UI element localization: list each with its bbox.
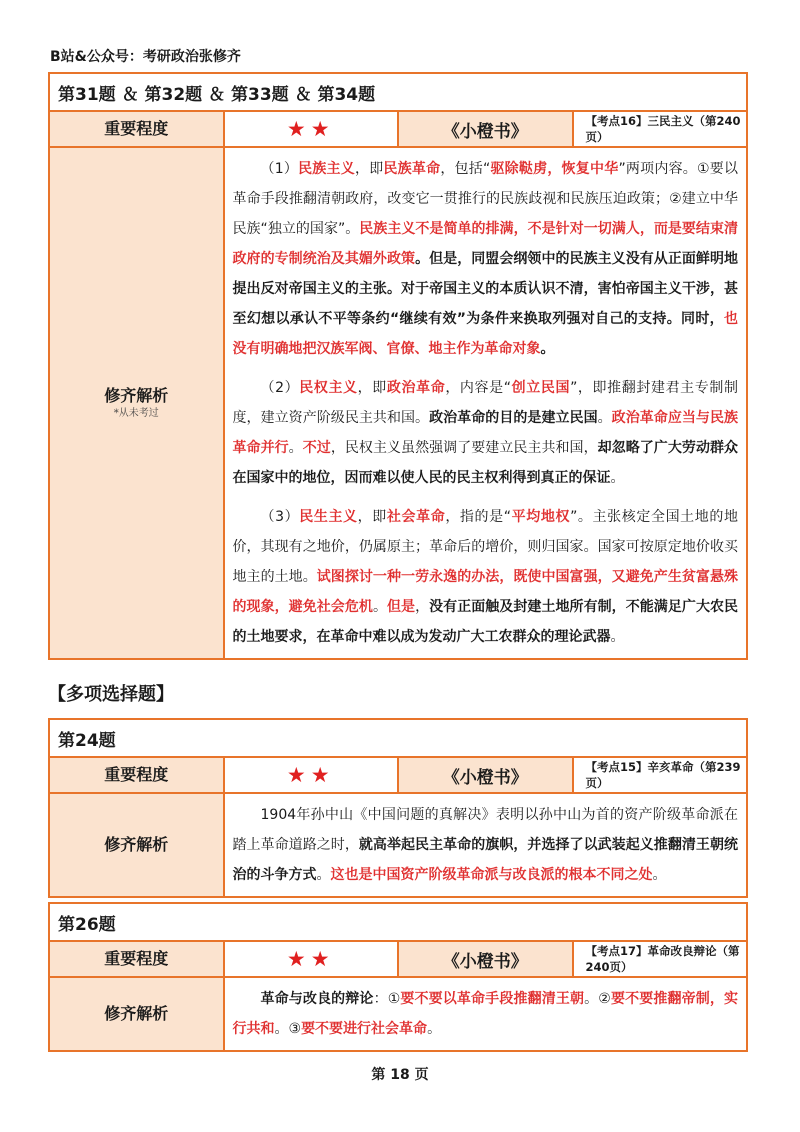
analysis-paragraph bbox=[233, 373, 739, 493]
importance-label: 重要程度 bbox=[49, 111, 224, 147]
importance-stars: ★★ bbox=[224, 757, 399, 793]
book-label: 《小橙书》 bbox=[398, 941, 573, 977]
highlight-bold: 没有正面触及封建土地所有制，不能满足广大农民的土地要求，在革命中难以成为发动广大工农群众的理论武器 bbox=[232, 599, 739, 645]
highlight-red: 社会革命 bbox=[386, 509, 446, 525]
page-number: 第 18 页 bbox=[371, 1067, 429, 1083]
text-span: 。 bbox=[610, 470, 625, 486]
text-span: ”两项内容。①要以革命手段推翻清朝政府，改变它一贯推行的民族歧视和民族压迫政策；②建立中华民族“独立的国家”。 bbox=[232, 161, 739, 237]
question-table-26 bbox=[48, 902, 748, 1052]
text-span: ：① bbox=[373, 991, 401, 1007]
highlight-red: 但是 bbox=[386, 599, 416, 615]
text-span: （1） bbox=[260, 161, 299, 177]
text-span: ”。主张核定全国土地的地价，其现有之地价，仍属原主；革命后的增价，则归国家。国家可按原定地价收买地主的土地。 bbox=[232, 509, 738, 585]
highlight-red: 要不要以革命手段推翻清王朝 bbox=[400, 991, 585, 1007]
highlight-bold: 革命与改良的辩论 bbox=[260, 991, 374, 1007]
text-span: ，民权主义虽然强调了要建立民主共和国， bbox=[330, 440, 598, 456]
text-span: 。 bbox=[288, 440, 303, 456]
text-span: 。③ bbox=[274, 1021, 302, 1037]
highlight-red: 要不要推翻帝制，实行共和 bbox=[232, 991, 739, 1037]
importance-stars: ★★ bbox=[224, 111, 399, 147]
question-title: 第31题 ＆ 第32题 ＆ 第33题 ＆ 第34题 bbox=[49, 73, 747, 111]
highlight-red: 平均地权 bbox=[511, 509, 571, 525]
text-span: 。② bbox=[584, 991, 611, 1007]
analysis-label-cell bbox=[49, 147, 224, 659]
highlight-red: 要不要进行社会革命 bbox=[301, 1021, 428, 1037]
text-span: ， bbox=[415, 599, 430, 615]
importance-label: 重要程度 bbox=[49, 941, 224, 977]
text-span: ”，即推翻封建君主专制制度，建立资产阶级民主共和国。 bbox=[232, 380, 738, 426]
highlight-bold: 却忽略了广大劳动群众在国家中的地位，因而难以使人民的民主权利得到真正的保证 bbox=[232, 440, 739, 486]
text-span: 。 bbox=[427, 1021, 442, 1037]
topic-reference: 【考点17】革命改良辩论（第240页） bbox=[573, 941, 748, 977]
text-span: 。 bbox=[652, 867, 667, 883]
book-label: 《小橙书》 bbox=[398, 757, 573, 793]
question-table-31-34 bbox=[48, 72, 748, 660]
analysis-label: 修齐解析 bbox=[49, 793, 224, 897]
analysis-paragraph bbox=[233, 154, 739, 364]
book-label: 《小橙书》 bbox=[398, 111, 573, 147]
analysis-label: 修齐解析 bbox=[104, 386, 169, 406]
text-span: ，即 bbox=[354, 161, 384, 177]
highlight-bold: 。 bbox=[540, 341, 555, 357]
highlight-bold: 政治革命的目的是建立民国 bbox=[429, 410, 598, 426]
text-span: ，内容是“ bbox=[445, 380, 512, 396]
analysis-label: 修齐解析 bbox=[49, 977, 224, 1051]
text-span: ，指的是“ bbox=[445, 509, 512, 525]
topic-reference: 【考点15】辛亥革命（第239页） bbox=[573, 757, 748, 793]
question-title: 第26题 bbox=[49, 903, 747, 941]
text-span: 。 bbox=[597, 410, 612, 426]
text-span: 。 bbox=[610, 629, 625, 645]
highlight-red: 民族主义不是简单的排满，不是针对一切满人，而是要结束清政府的专制统治及其媚外政策 bbox=[232, 221, 738, 267]
analysis-paragraph bbox=[233, 502, 739, 652]
text-span: ，包括“ bbox=[440, 161, 491, 177]
highlight-red: 创立民国 bbox=[511, 380, 571, 396]
highlight-bold: 。但是，同盟会纲领中的民族主义没有从正面鲜明地提出反对帝国主义的主张。对于帝国主义的本质认识不清，害怕帝国主义干涉，甚至幻想以承认不平等条约“继续有效”为条件来换取列强对自己的支持。同时， bbox=[232, 251, 739, 327]
analysis-paragraph bbox=[233, 984, 739, 1044]
highlight-red: 也没有明确地把汉族军阀、官僚、地主作为革命对象 bbox=[232, 311, 738, 357]
question-table-24 bbox=[48, 718, 748, 898]
topic-reference: 【考点16】三民主义（第240页） bbox=[573, 111, 748, 147]
analysis-content bbox=[224, 793, 748, 897]
highlight-red: 民族主义 bbox=[298, 161, 355, 177]
text-span: （3） bbox=[260, 509, 300, 525]
section-heading-multiple-choice: 【多项选择题】 bbox=[48, 684, 174, 705]
highlight-red: 民权主义 bbox=[299, 380, 358, 396]
analysis-content bbox=[224, 147, 748, 659]
highlight-red: 试图探讨一种一劳永逸的办法，既使中国富强，又避免产生贫富悬殊的现象，避免社会危机 bbox=[232, 569, 739, 615]
highlight-red: 政治革命应当与民族革命并行 bbox=[232, 410, 739, 456]
highlight-red: 驱除鞑虏，恢复中华 bbox=[490, 161, 619, 177]
text-span: 1904年孙中山《中国问题的真解决》表明以孙中山为首的资产阶级革命派在踏上革命道路之时， bbox=[232, 807, 738, 853]
header-source: B站&公众号：考研政治张修齐 bbox=[50, 49, 241, 65]
text-span: ，即 bbox=[357, 380, 387, 396]
text-span: ，即 bbox=[357, 509, 387, 525]
analysis-paragraph bbox=[233, 800, 739, 890]
highlight-red: 民生主义 bbox=[299, 509, 358, 525]
highlight-red: 政治革命 bbox=[386, 380, 446, 396]
text-span: （2） bbox=[260, 380, 300, 396]
analysis-content bbox=[224, 977, 748, 1051]
highlight-red: 不过 bbox=[302, 440, 331, 456]
importance-label: 重要程度 bbox=[49, 757, 224, 793]
question-title: 第24题 bbox=[49, 719, 747, 757]
text-span: 。 bbox=[372, 599, 387, 615]
highlight-bold: 就高举起民主革命的旗帜，并选择了以武装起义推翻清王朝统治的斗争方式 bbox=[232, 837, 739, 883]
never-tested-note: *从未考过 bbox=[113, 407, 159, 419]
highlight-red: 这也是中国资产阶级革命派与改良派的根本不同之处 bbox=[330, 867, 653, 883]
importance-stars: ★★ bbox=[224, 941, 399, 977]
highlight-red: 民族革命 bbox=[383, 161, 441, 177]
text-span: 。 bbox=[316, 867, 331, 883]
